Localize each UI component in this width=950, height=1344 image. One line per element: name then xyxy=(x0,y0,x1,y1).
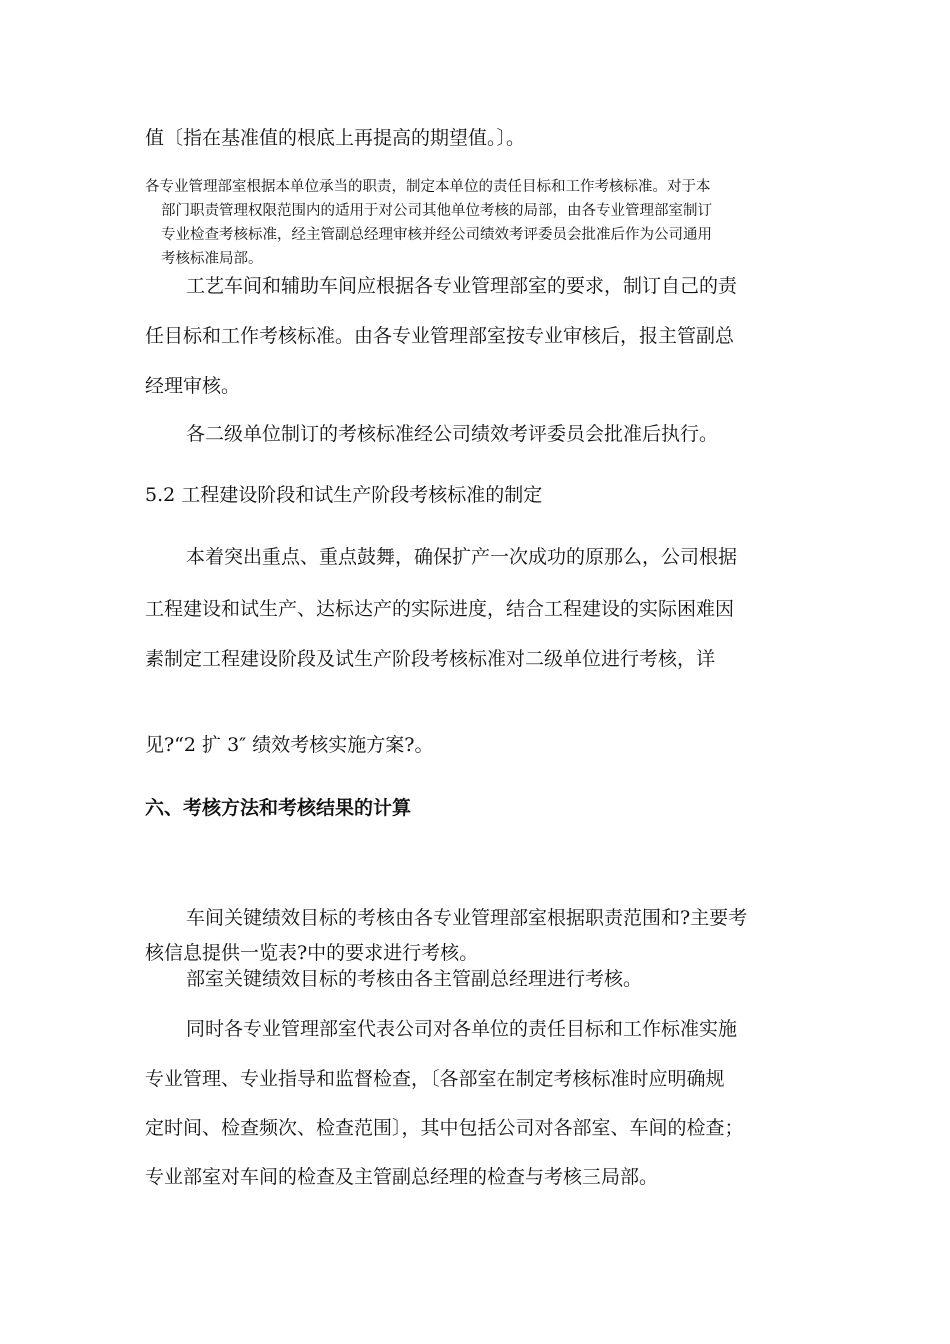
paragraph-line: 车间关键绩效目标的考核由各专业管理部室根据职责范围和?主要考 xyxy=(186,907,748,929)
paragraph-line: 值〔指在基准值的根底上再提高的期望值。〕。 xyxy=(145,127,526,149)
paragraph-line: 专业部室对车间的检查及主管副总经理的检查与考核三局部。 xyxy=(145,1166,659,1188)
small-paragraph-line: 各专业管理部室根据本单位承当的职责，制定本单位的责任目标和工作考核标准。对于本 xyxy=(145,179,711,195)
paragraph-line: 任目标和工作考核标准。由各专业管理部室按专业审核后，报主管副总 xyxy=(145,325,735,347)
small-paragraph-line: 专业检查考核标准，经主管副总经理审核并经公司绩效考评委员会批准后作为公司通用 xyxy=(161,227,712,243)
paragraph-line: 工程建设和试生产、达标达产的实际进度，结合工程建设的实际困难因 xyxy=(145,598,735,620)
paragraph-line: 专业管理、专业指导和监督检查，〔各部室在制定考核标准时应明确规 xyxy=(145,1068,725,1090)
paragraph-line: 本着突出重点、重点鼓舞，确保扩产一次成功的原那么，公司根据 xyxy=(186,546,738,568)
paragraph-line: 定时间、检查频次、检查范围〕，其中包括公司对各部室、车间的检查； xyxy=(145,1117,744,1139)
section-heading: 六、考核方法和考核结果的计算 xyxy=(145,797,412,819)
section-subheading: 5.2 工程建设阶段和试生产阶段考核标准的制定 xyxy=(145,484,543,506)
paragraph-line: 工艺车间和辅助车间应根据各专业管理部室的要求，制订自己的责 xyxy=(186,275,738,297)
paragraph-line: 核信息提供一览表?中的要求进行考核。 xyxy=(145,942,479,964)
paragraph-line: 经理审核。 xyxy=(145,375,241,397)
paragraph-line: 部室关键绩效目标的考核由各主管副总经理进行考核。 xyxy=(186,968,643,990)
paragraph-line: 同时各专业管理部室代表公司对各单位的责任目标和工作标准实施 xyxy=(186,1018,738,1040)
small-paragraph-line: 部门职责管理权限范围内的适用于对公司其他单位考核的局部，由各专业管理部室制订 xyxy=(161,203,712,219)
paragraph-line: 见?“2 扩 3″ 绩效考核实施方案?。 xyxy=(145,734,434,756)
paragraph-line: 素制定工程建设阶段及试生产阶段考核标准对二级单位进行考核，详 xyxy=(145,648,716,670)
paragraph-line: 各二级单位制订的考核标准经公司绩效考评委员会批准后执行。 xyxy=(186,423,719,445)
small-paragraph-line: 考核标准局部。 xyxy=(161,251,263,267)
